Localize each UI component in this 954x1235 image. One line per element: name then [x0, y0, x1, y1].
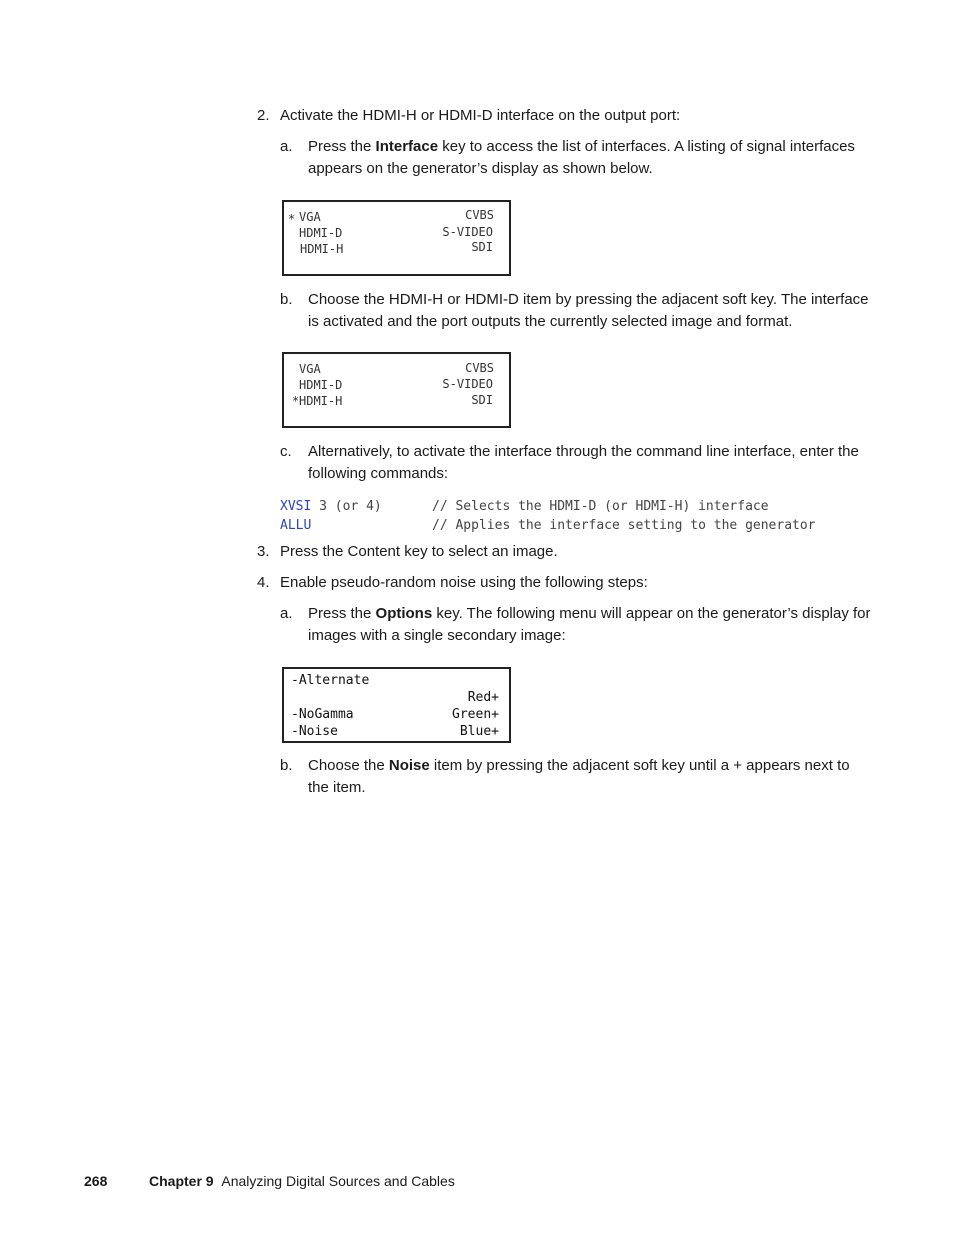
substep-label: b. [280, 757, 293, 774]
display-item-right: CVBS [465, 208, 494, 222]
substep-label: c. [280, 443, 292, 460]
step-number: 3. [257, 543, 270, 560]
substep-text: Press the Options key. The following menu will appear on the generator’s display for images with a single secondary image: [308, 605, 871, 644]
menu-item-green: Green+ [452, 707, 499, 722]
display-item-left: HDMI-D [299, 226, 343, 240]
step-number: 4. [257, 574, 270, 591]
display-item-left: HDMI-D [299, 378, 343, 392]
generator-display [282, 352, 511, 428]
step-text: Activate the HDMI-H or HDMI-D interface on the output port: [280, 107, 681, 124]
menu-item-alternate: -Alternate [291, 673, 370, 688]
chapter-label: Chapter 9 [149, 1173, 214, 1189]
substep-text: Alternatively, to activate the interface through the command line interface, enter the following commands: [308, 443, 859, 482]
command-comment: // Selects the HDMI-D (or HDMI-H) interface [432, 499, 769, 514]
menu-item-nogamma: -NoGamma [291, 707, 354, 722]
menu-item-noise: -Noise [291, 724, 338, 739]
substep-label: b. [280, 291, 293, 308]
page-number: 268 [84, 1173, 108, 1189]
display-item-left: HDMI-H [300, 242, 344, 256]
display-item-right: SDI [471, 240, 493, 254]
command-args: 3 (or 4) [311, 499, 382, 514]
substep-label: a. [280, 138, 293, 155]
command-keyword: XVSI [280, 499, 312, 514]
substep-text: Press the Interface key to access the list of interfaces. A listing of signal interfaces appears on the generator’s display as shown below. [308, 138, 855, 177]
key-name: Options [375, 605, 433, 622]
key-name: Interface [375, 138, 439, 155]
command-comment: // Applies the interface setting to the generator [432, 518, 816, 533]
command-line [280, 516, 311, 535]
key-name: Noise [388, 757, 430, 774]
step-text: Enable pseudo-random noise using the following steps: [280, 574, 648, 591]
display-item-left: VGA [299, 210, 321, 224]
generator-display [282, 200, 511, 276]
substep-text: Choose the HDMI-H or HDMI-D item by pressing the adjacent soft key. The interface is activated and the port outputs the currently selected image and format. [308, 291, 869, 330]
display-item-right: S-VIDEO [442, 377, 493, 391]
display-item-right: SDI [471, 393, 493, 407]
display-item-left: VGA [299, 362, 321, 376]
menu-item-blue: Blue+ [459, 724, 499, 739]
step-number: 2. [257, 107, 270, 124]
display-item-right: CVBS [465, 361, 494, 375]
running-footer [149, 1173, 455, 1189]
display-item-left: HDMI-H [299, 394, 343, 408]
command-line [280, 497, 382, 516]
options-display [282, 667, 511, 743]
step-text: Press the Content key to select an image. [280, 543, 558, 560]
substep-text: Choose the Noise item by pressing the adjacent soft key until a + appears next to the item. [308, 757, 850, 796]
command-keyword: ALLU [280, 518, 312, 533]
menu-item-red: Red+ [467, 690, 499, 705]
chapter-title: Analyzing Digital Sources and Cables [221, 1173, 455, 1189]
selection-marker: * [292, 394, 300, 408]
substep-label: a. [280, 605, 293, 622]
display-item-right: S-VIDEO [442, 225, 493, 239]
selection-marker: * [288, 212, 296, 226]
